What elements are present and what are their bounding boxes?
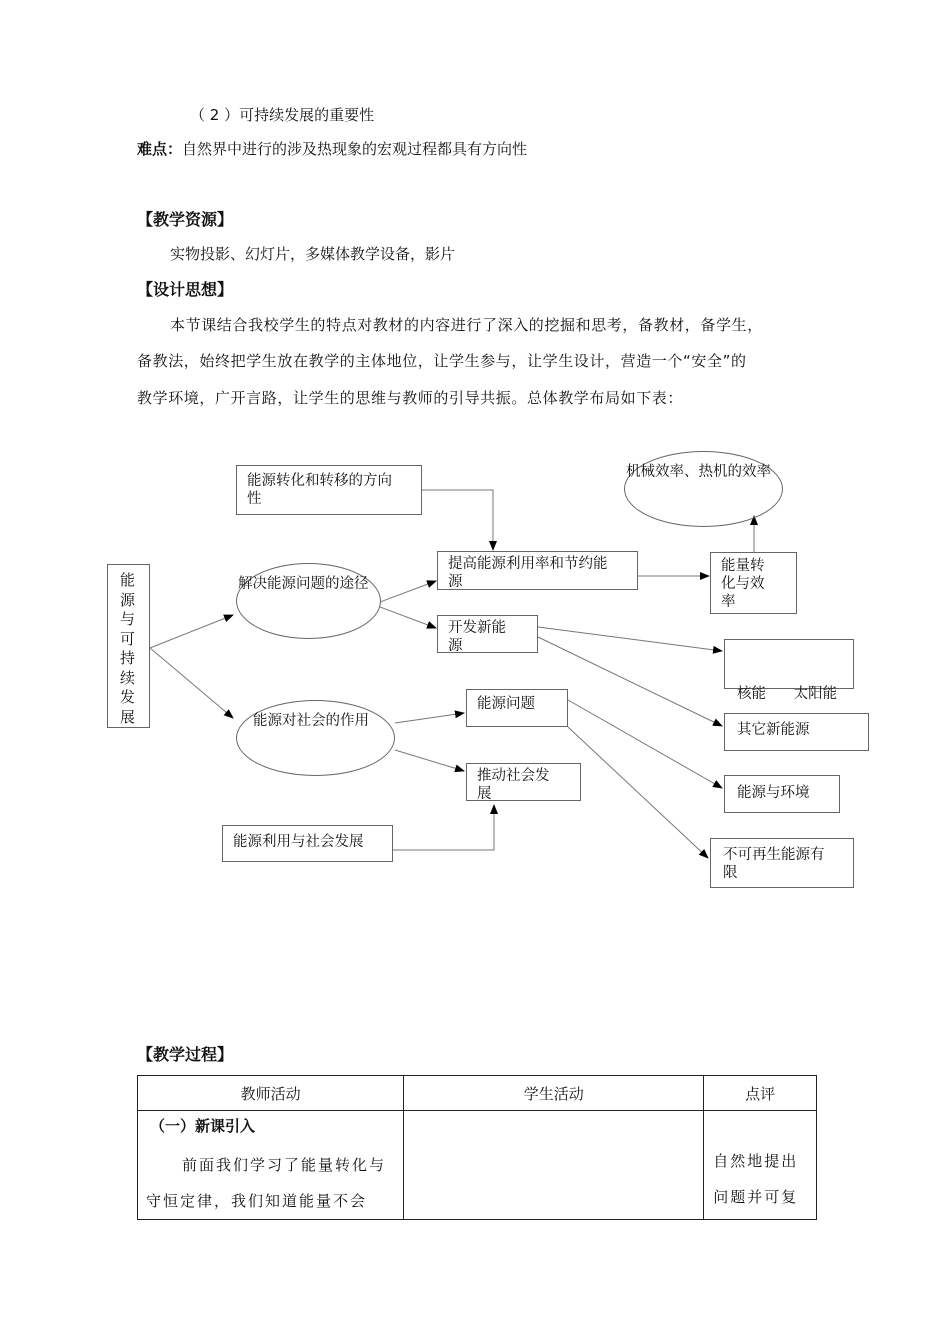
teacher-cell [138, 1111, 404, 1220]
improve-node: 提高能源利用率和节约能 源 [437, 551, 638, 590]
promote-node: 推动社会发 展 [466, 763, 581, 801]
difficulty-label: 难点： [137, 140, 183, 158]
student-header: 学生活动 [404, 1076, 704, 1111]
other-node: 其它新能源 [724, 713, 869, 751]
table-header-row [138, 1076, 817, 1111]
environment-node: 能源与环境 [724, 775, 840, 813]
comment-line-2: 问题并可复 [713, 1188, 799, 1206]
difficulty-text: 自然界中进行的涉及热现象的宏观过程都具有方向性 [182, 140, 528, 158]
comment-cell [704, 1111, 817, 1220]
problem-node: 能源问题 [466, 689, 568, 727]
process-heading: 【教学过程】 [137, 1045, 234, 1064]
develop-node: 开发新能 源 [437, 615, 538, 653]
design-line-2: 备教法，始终把学生放在教学的主体地位，让学生参与，让学生设计，营造一个“安全”的 [137, 352, 747, 370]
teacher-line-2: 守恒定律，我们知道能量不会 [146, 1192, 368, 1210]
resources-text: 实物投影、幻灯片，多媒体教学设备，影片 [170, 245, 456, 263]
comment-header: 点评 [704, 1076, 817, 1111]
process-table [137, 1075, 817, 1220]
design-line-1: 本节课结合我校学生的特点对教材的内容进行了深入的挖掘和思考，备教材，备学生， [170, 316, 763, 334]
nonrenew-node: 不可再生能源有 限 [710, 838, 854, 888]
teacher-header: 教师活动 [138, 1076, 404, 1111]
resources-heading: 【教学资源】 [137, 210, 234, 229]
mech-label: 机械效率、热机的效率 [626, 464, 771, 480]
teacher-line-1: 前面我们学习了能量转化与 [182, 1156, 387, 1174]
nuclear-node: 核能 太阳能 [724, 639, 854, 689]
solve-label: 解决能源问题的途径 [238, 576, 369, 592]
conversion-node: 能量转 化与效 率 [710, 552, 797, 614]
key-point-2: （ 2 ）可持续发展的重要性 [190, 106, 375, 124]
root-node: 能 源 与 可 持 续 发 展 [107, 564, 150, 728]
design-heading: 【设计思想】 [137, 280, 234, 299]
society-label: 能源对社会的作用 [253, 713, 369, 729]
use-node: 能源利用与社会发展 [222, 825, 393, 862]
table-row [138, 1111, 817, 1220]
direction-node: 能源转化和转移的方向 性 [236, 465, 422, 515]
design-line-3: 教学环境，广开言路，让学生的思维与教师的引导共振。总体教学布局如下表： [137, 389, 684, 407]
student-cell [404, 1111, 704, 1220]
comment-line-1: 自然地提出 [713, 1152, 799, 1170]
section-title: （一）新课引入 [150, 1117, 256, 1135]
